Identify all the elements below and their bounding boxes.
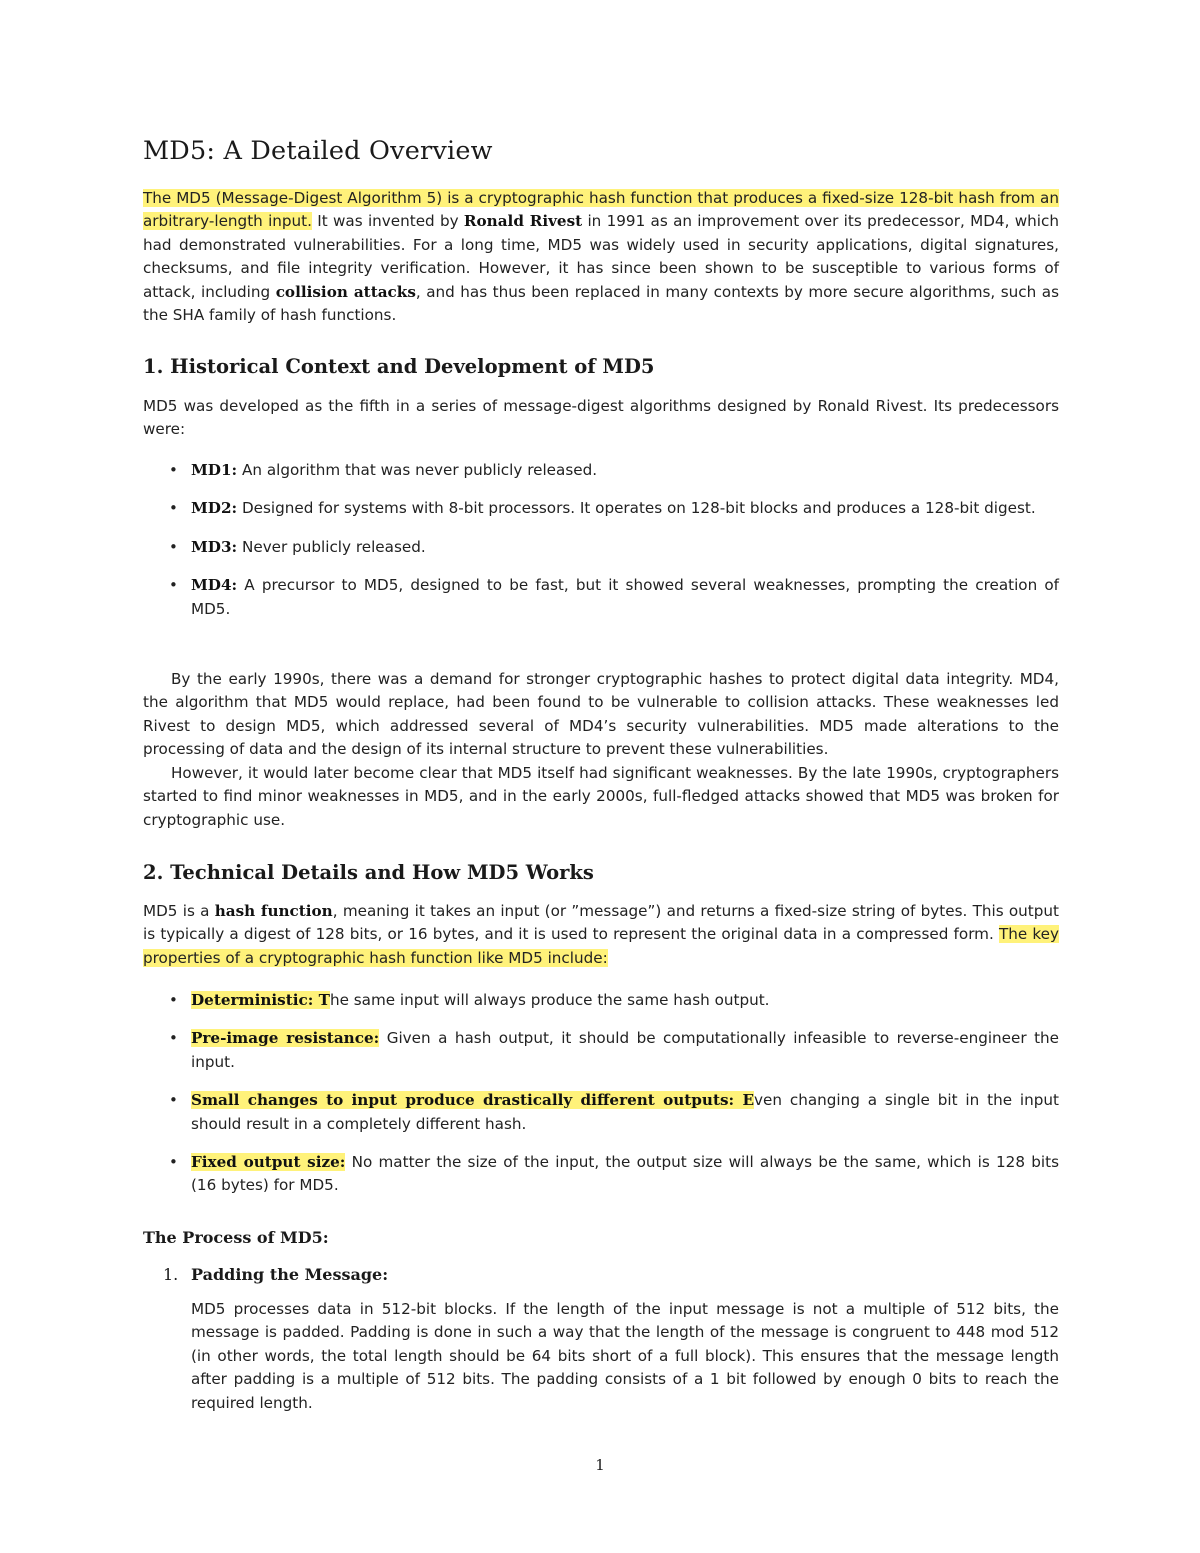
list-item [143, 574, 1059, 621]
list-item-text: Given a hash output, it should be computationally infeasible to reverse-engineer the input. [191, 1029, 1059, 1071]
step-title: Padding the Message: [191, 1265, 389, 1284]
list-item-text: An algorithm that was never publicly released. [237, 461, 598, 479]
section-2-lead-text-1: MD5 is a [143, 902, 215, 920]
properties-list [143, 989, 1059, 1198]
bullet-icon: • [169, 1091, 178, 1110]
list-item-text: Designed for systems with 8-bit processors. It operates on 128-bit blocks and produces a 128-bit digest. [237, 499, 1036, 518]
list-item [143, 536, 1059, 559]
list-item [143, 1027, 1059, 1074]
list-item-term: MD2: [191, 499, 238, 518]
section-2-lead-text-2: , meaning it takes an input (or ”message”) and returns a fixed-size string of bytes. This output is typically a digest of 128 bits, or 16 bytes, and it is used to represent the original data in a compressed form. [143, 902, 1059, 944]
process-heading: The Process of MD5: [143, 1228, 329, 1247]
list-item-text: A precursor to MD5, designed to be fast, but it showed several weaknesses, prompting the creation of MD5. [191, 576, 1059, 618]
intro-text-2: in 1991 as an improvement over its predecessor, MD4, which had demonstrated vulnerabilities. For a long time, MD5 was widely used in security applications, digital signatures, checksums, and file integrity verification. However, it has since been shown to be susceptible to various forms of attack, including [143, 212, 1059, 301]
bullet-icon: • [169, 576, 178, 595]
intro-author: Ronald Rivest [463, 212, 583, 231]
list-item [143, 497, 1059, 520]
intro-keyword: collision attacks [275, 282, 416, 301]
list-item [143, 1089, 1059, 1136]
list-item-term: Deterministic: T [191, 991, 330, 1009]
section-2-lead-keyword: hash function [214, 902, 333, 920]
predecessor-list [143, 459, 1059, 621]
bullet-icon: • [169, 461, 178, 479]
list-item [143, 459, 1059, 482]
section-2-lead [143, 900, 1059, 970]
list-item-text: Never publicly released. [237, 537, 426, 556]
page-number: 1 [595, 1456, 605, 1474]
bullet-icon: • [169, 537, 178, 556]
section-2-lead-highlight: The key properties of a cryptographic hash function like MD5 include: [143, 925, 1059, 967]
intro-text-3: , and has thus been replaced in many contexts by more secure algorithms, such as the SHA family of hash functions. [143, 282, 1059, 325]
list-item-text: he same input will always produce the same hash output. [329, 991, 770, 1009]
bullet-icon: • [169, 1153, 178, 1172]
bullet-icon: • [169, 499, 178, 518]
intro-paragraph [143, 187, 1059, 327]
section-1-paragraph-2: However, it would later become clear that MD5 itself had significant weaknesses. By the late 1990s, cryptographers started to find minor weaknesses in MD5, and in the early 2000s, full-fledged attacks showed that MD5 was broken for cryptographic use. [143, 764, 1059, 829]
list-item [143, 1151, 1059, 1198]
step-number: 1. [163, 1265, 179, 1284]
section-2-heading: 2. Technical Details and How MD5 Works [143, 861, 594, 884]
list-item-term: Pre-image resistance: [191, 1029, 380, 1048]
list-item-term: MD3: [191, 537, 238, 556]
list-item-term: MD4: [191, 576, 238, 595]
list-item-term: MD1: [191, 461, 238, 479]
list-item [143, 989, 1059, 1012]
section-1-heading: 1. Historical Context and Development of MD5 [143, 355, 655, 378]
bullet-icon: • [169, 1029, 178, 1048]
intro-highlight: The MD5 (Message-Digest Algorithm 5) is a cryptographic hash function that produces a fixed-size 128-bit hash from an arbitrary-length input. [143, 189, 1059, 231]
list-item-text: ven changing a single bit in the input should result in a completely different hash. [191, 1091, 1059, 1133]
section-1-paragraph-1: By the early 1990s, there was a demand for stronger cryptographic hashes to protect digital data integrity. MD4, the algorithm that MD5 would replace, had been found to be vulnerable to collision attacks. These weaknesses led Rivest to design MD5, which addressed several of MD4’s security vulnerabilities. MD5 made alterations to the processing of data and the design of its internal structure to prevent these vulnerabilities. [143, 670, 1059, 759]
intro-text-1: It was invented by [311, 212, 464, 231]
list-item-term: Small changes to input produce drastically different outputs: E [191, 1091, 755, 1110]
section-1-lead: MD5 was developed as the fifth in a series of message-digest algorithms designed by Ronald Rivest. Its predecessors were: [143, 397, 1059, 439]
list-item-text: No matter the size of the input, the output size will always be the same, which is 128 bits (16 bytes) for MD5. [191, 1153, 1059, 1195]
step-body: MD5 processes data in 512-bit blocks. If the length of the input message is not a multiple of 512 bits, the message is padded. Padding is done in such a way that the length of the message is congruent to 448 mod 512 (in other words, the total length should be 64 bits short of a full block). This ensures that the message length after padding is a multiple of 512 bits. The padding consists of a 1 bit followed by enough 0 bits to reach the required length. [191, 1300, 1059, 1412]
list-item-term: Fixed output size: [191, 1153, 346, 1172]
document-title: MD5: A Detailed Overview [143, 136, 493, 166]
bullet-icon: • [169, 991, 178, 1009]
